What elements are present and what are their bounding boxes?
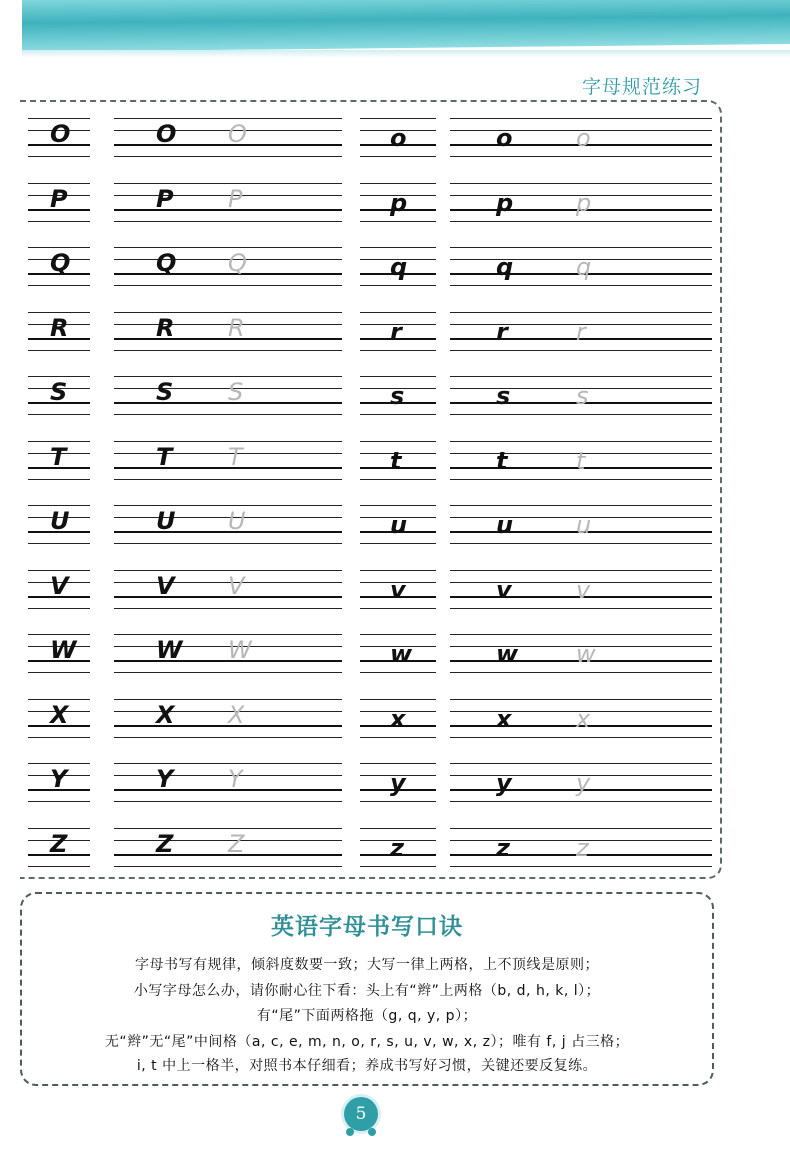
ruled-line [28, 570, 90, 571]
mnemonic-line-5: i, t 中上一格半，对照书本仔细看；养成书写好习惯，关键还要反复练。 [136, 1058, 598, 1074]
ruled-line [114, 763, 342, 764]
ruled-line [450, 699, 712, 700]
uppercase-stroke-order: O [50, 120, 71, 148]
ruled-line [28, 156, 90, 157]
lowercase-trace: w [576, 640, 596, 668]
ruled-line [450, 801, 712, 802]
lowercase-example: r [496, 317, 508, 346]
uppercase-example: Z [156, 829, 174, 858]
ruled-line [450, 285, 712, 286]
ruled-line [450, 608, 712, 609]
ruled-line [28, 414, 90, 415]
lowercase-trace: r [576, 317, 586, 346]
ruled-line [114, 828, 342, 829]
ruled-line [450, 312, 712, 313]
ruled-line [450, 376, 712, 377]
uppercase-trace: Q [228, 249, 247, 277]
ruled-line [28, 801, 90, 802]
lowercase-stroke-order: w [390, 640, 413, 668]
ruled-line [360, 866, 436, 867]
lowercase-stroke-order: x [390, 704, 406, 733]
practice-row [28, 247, 712, 287]
ruled-line [450, 763, 712, 764]
uppercase-trace: W [228, 636, 252, 664]
lowercase-stroke-order: z [390, 833, 404, 862]
practice-row [28, 312, 712, 352]
ruled-line [28, 866, 90, 867]
ruled-line [360, 376, 436, 377]
mnemonic-line-4: 无“辫”无“尾”中间格（a, c, e, m, n, o, r, s, u, v, w, x, z）；唯有 f, j 占三格； [104, 1034, 630, 1050]
mnemonic-box [20, 892, 714, 1086]
uppercase-trace: Y [228, 765, 243, 793]
practice-row [28, 828, 712, 868]
ruled-line [450, 221, 712, 222]
uppercase-example: Y [156, 765, 174, 793]
ruled-line [28, 183, 90, 184]
ruled-line [114, 183, 342, 184]
uppercase-trace: R [228, 313, 245, 342]
ruled-line [114, 350, 342, 351]
ruled-line [114, 543, 342, 544]
uppercase-trace: Z [228, 829, 245, 858]
lowercase-trace: t [576, 446, 586, 475]
ruled-line [360, 312, 436, 313]
mnemonic-line-2: 小写字母怎么办，请你耐心往下看：头上有“辫”上两格（b, d, h, k, l）； [133, 983, 601, 999]
uppercase-example: V [156, 571, 175, 600]
lowercase-example: q [496, 253, 514, 281]
ruled-line [28, 350, 90, 351]
lowercase-example: t [496, 446, 508, 475]
ruled-line [114, 672, 342, 673]
lowercase-trace: o [576, 124, 591, 152]
ruled-line [28, 543, 90, 544]
lowercase-trace: p [576, 188, 592, 217]
ruled-line [28, 763, 90, 764]
uppercase-stroke-order: Z [50, 829, 68, 858]
ruled-line [28, 608, 90, 609]
practice-row [28, 118, 712, 158]
ruled-line [360, 441, 436, 442]
lowercase-example: w [496, 640, 519, 668]
lowercase-trace: s [576, 382, 589, 410]
ruled-line [28, 441, 90, 442]
practice-row [28, 699, 712, 739]
uppercase-trace: U [228, 507, 246, 535]
uppercase-trace: X [228, 700, 245, 729]
lowercase-example: v [496, 575, 512, 604]
ruled-line [114, 376, 342, 377]
practice-row [28, 505, 712, 545]
practice-row [28, 183, 712, 223]
ruled-line [114, 866, 342, 867]
ruled-line [450, 866, 712, 867]
ruled-line [360, 570, 436, 571]
lowercase-trace: x [576, 704, 591, 733]
ruled-line [360, 479, 436, 480]
ruled-line [28, 285, 90, 286]
ruled-line [360, 350, 436, 351]
ruled-line [360, 828, 436, 829]
mnemonic-line-3: 有“尾”下面两格拖（g, q, y, p）； [256, 1008, 478, 1024]
uppercase-trace: P [228, 184, 243, 213]
ruled-line [450, 634, 712, 635]
uppercase-example: T [156, 442, 173, 471]
ruled-line [114, 247, 342, 248]
ruled-line [28, 505, 90, 506]
ruled-line [450, 247, 712, 248]
ruled-line [360, 634, 436, 635]
ruled-line [114, 570, 342, 571]
lowercase-trace: z [576, 833, 589, 862]
ruled-line [114, 414, 342, 415]
ruled-line [450, 350, 712, 351]
page-number: 5 [344, 1097, 378, 1131]
page-title: 字母规范练习 [581, 76, 702, 98]
ruled-line [28, 118, 90, 119]
ruled-line [360, 183, 436, 184]
ruled-line [360, 285, 436, 286]
ruled-line [450, 543, 712, 544]
uppercase-example: P [156, 184, 174, 213]
ruled-line [28, 699, 90, 700]
ruled-line [450, 118, 712, 119]
ruled-line [114, 156, 342, 157]
mnemonic-title: 英语字母书写口诀 [271, 913, 463, 940]
ruled-line [28, 634, 90, 635]
page-number-foot-right [368, 1128, 376, 1136]
lowercase-stroke-order: y [390, 769, 406, 797]
lowercase-trace: y [576, 769, 591, 797]
ruled-line [450, 441, 712, 442]
top-color-band [22, 0, 790, 52]
ruled-line [114, 285, 342, 286]
ruled-line [28, 376, 90, 377]
uppercase-stroke-order: Y [50, 765, 68, 793]
uppercase-trace: V [228, 571, 245, 600]
uppercase-stroke-order: X [50, 700, 69, 729]
lowercase-example: u [496, 511, 514, 539]
ruled-line [360, 414, 436, 415]
uppercase-stroke-order: S [50, 378, 68, 406]
uppercase-stroke-order: P [50, 184, 68, 213]
ruled-line [450, 183, 712, 184]
ruled-line [28, 221, 90, 222]
uppercase-example: X [156, 700, 175, 729]
lowercase-stroke-order: u [390, 511, 408, 539]
practice-row [28, 763, 712, 803]
ruled-line [114, 801, 342, 802]
uppercase-example: W [156, 636, 183, 664]
ruled-line [360, 505, 436, 506]
mnemonic-line-1: 字母书写有规律，倾斜度数要一致；大写一律上两格，上不顶线是原则； [135, 957, 599, 973]
lowercase-stroke-order: q [390, 253, 408, 281]
ruled-line [28, 247, 90, 248]
lowercase-example: y [496, 769, 512, 797]
uppercase-example: U [156, 507, 176, 535]
lowercase-stroke-order: o [390, 124, 407, 152]
ruled-line [450, 479, 712, 480]
practice-row [28, 376, 712, 416]
lowercase-stroke-order: r [390, 317, 402, 346]
lowercase-trace: q [576, 253, 592, 281]
ruled-line [114, 608, 342, 609]
lowercase-stroke-order: p [390, 188, 408, 217]
ruled-line [114, 699, 342, 700]
ruled-line [114, 505, 342, 506]
ruled-line [360, 801, 436, 802]
page-number-foot-left [346, 1128, 354, 1136]
lowercase-example: z [496, 833, 510, 862]
uppercase-trace: T [228, 442, 243, 471]
ruled-line [28, 672, 90, 673]
practice-row [28, 634, 712, 674]
ruled-line [360, 737, 436, 738]
ruled-line [360, 763, 436, 764]
uppercase-trace: S [228, 378, 244, 406]
ruled-line [360, 672, 436, 673]
ruled-line [114, 737, 342, 738]
lowercase-stroke-order: v [390, 575, 406, 604]
ruled-line [114, 479, 342, 480]
ruled-line [360, 699, 436, 700]
uppercase-stroke-order: V [50, 571, 69, 600]
uppercase-stroke-order: U [50, 507, 70, 535]
lowercase-example: x [496, 704, 512, 733]
ruled-line [360, 608, 436, 609]
ruled-line [450, 570, 712, 571]
ruled-line [114, 634, 342, 635]
uppercase-stroke-order: T [50, 442, 67, 471]
ruled-line [450, 672, 712, 673]
ruled-line [28, 479, 90, 480]
ruled-line [450, 828, 712, 829]
ruled-line [28, 828, 90, 829]
ruled-line [360, 247, 436, 248]
lowercase-stroke-order: s [390, 382, 405, 410]
ruled-line [360, 221, 436, 222]
ruled-line [450, 737, 712, 738]
lowercase-example: p [496, 188, 514, 217]
lowercase-trace: u [576, 511, 592, 539]
ruled-line [360, 118, 436, 119]
uppercase-example: O [156, 120, 177, 148]
ruled-line [360, 543, 436, 544]
uppercase-example: Q [156, 249, 177, 277]
ruled-line [450, 414, 712, 415]
lowercase-stroke-order: t [390, 446, 402, 475]
ruled-line [114, 221, 342, 222]
ruled-line [450, 505, 712, 506]
uppercase-example: S [156, 378, 174, 406]
ruled-line [360, 156, 436, 157]
practice-row [28, 441, 712, 481]
uppercase-trace: O [228, 120, 247, 148]
lowercase-example: s [496, 382, 511, 410]
uppercase-stroke-order: R [50, 313, 69, 342]
top-band-shadow [22, 50, 790, 58]
practice-row [28, 570, 712, 610]
ruled-line [114, 441, 342, 442]
lowercase-trace: v [576, 575, 591, 604]
lowercase-example: o [496, 124, 513, 152]
uppercase-example: R [156, 313, 175, 342]
ruled-line [28, 312, 90, 313]
ruled-line [28, 737, 90, 738]
uppercase-stroke-order: Q [50, 249, 71, 277]
ruled-line [114, 312, 342, 313]
ruled-line [114, 118, 342, 119]
uppercase-stroke-order: W [50, 636, 77, 664]
ruled-line [450, 156, 712, 157]
